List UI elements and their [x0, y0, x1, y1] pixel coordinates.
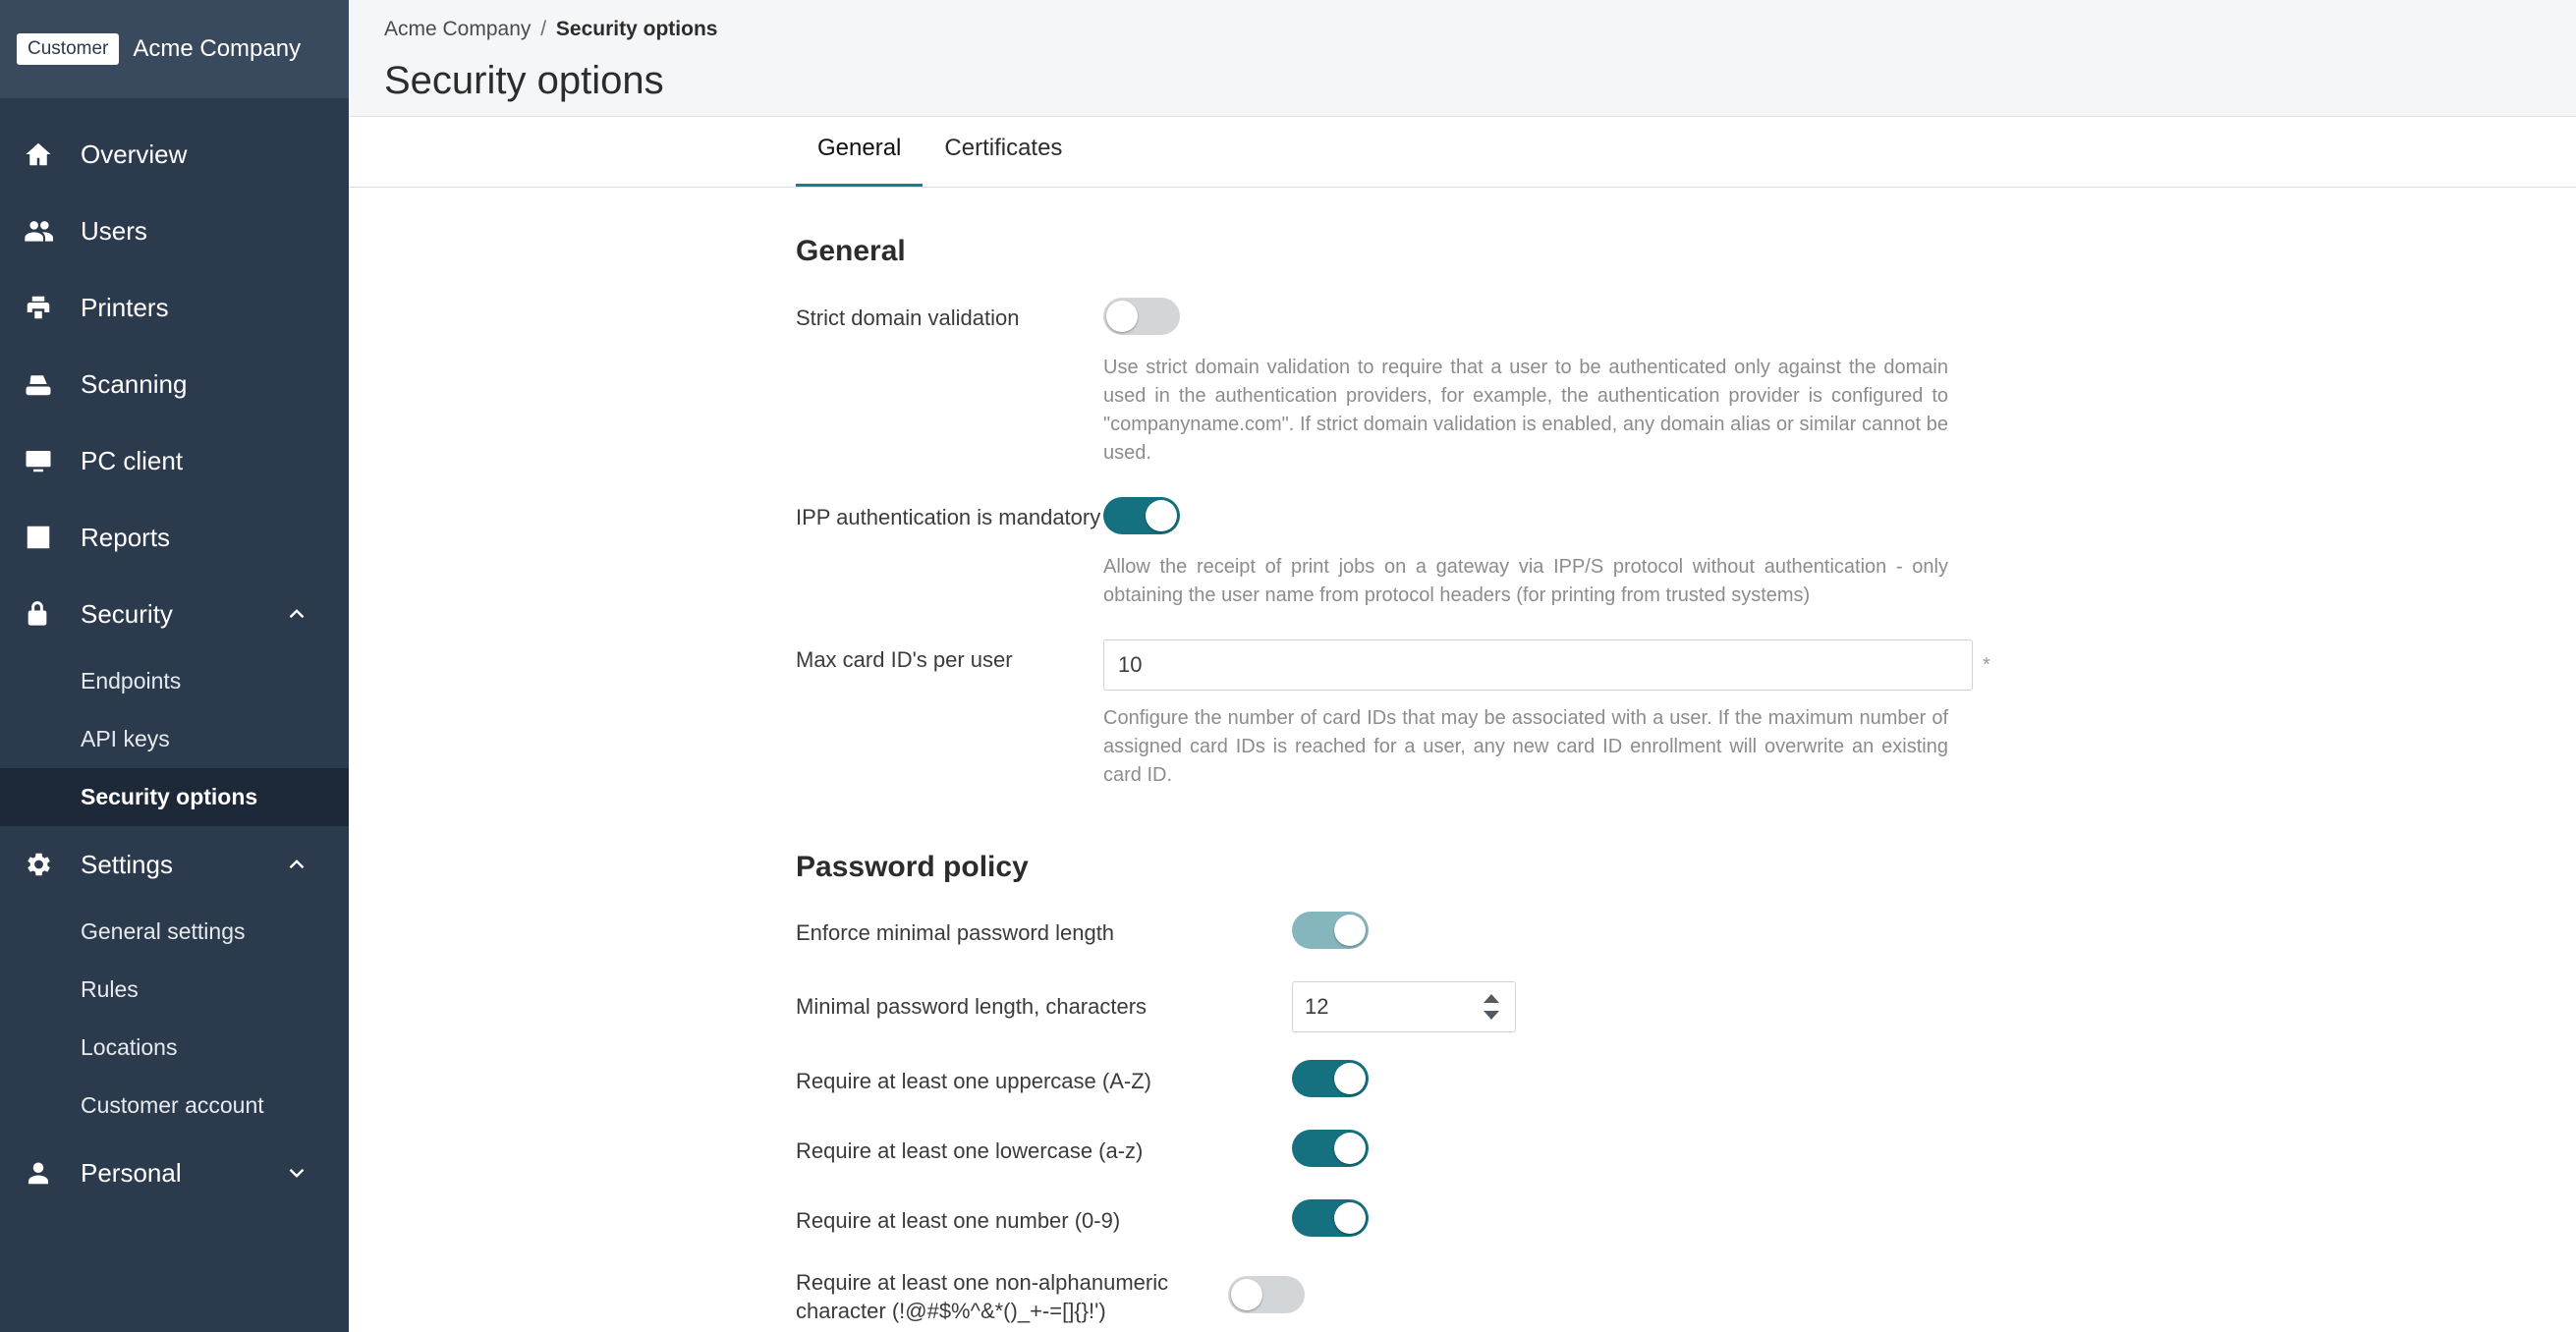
sidebar-subitem-label: Security options [81, 784, 258, 809]
require-uppercase-row [796, 1060, 2576, 1102]
breadcrumb-current: Security options [555, 18, 718, 40]
stepper-down-icon[interactable] [1484, 1011, 1499, 1020]
tab-certificates[interactable] [923, 135, 1084, 187]
require-number-toggle[interactable] [1292, 1199, 1369, 1242]
sidebar-item-label: Scanning [81, 368, 188, 399]
general-section-heading: General [796, 235, 906, 267]
enforce-min-length-row [796, 912, 2576, 954]
breadcrumb [384, 18, 2576, 41]
require-uppercase-label: Require at least one uppercase (A-Z) [796, 1068, 1151, 1093]
sidebar-item-rules[interactable] [0, 961, 349, 1019]
password-policy-heading: Password policy [796, 851, 1029, 883]
require-nonalphanumeric-label: Require at least one non-alphanumeric character (!@#$%^&*()_+-=[]{}!') [796, 1270, 1169, 1323]
strict-domain-toggle[interactable] [1103, 298, 1180, 340]
sidebar-item-security[interactable] [0, 576, 349, 652]
ipp-auth-toggle[interactable] [1103, 497, 1180, 539]
min-length-label: Minimal password length, characters [796, 994, 1148, 1020]
main-area [349, 0, 2576, 1332]
sidebar-item-label: Printers [81, 292, 169, 322]
require-lowercase-row [796, 1130, 2576, 1172]
enforce-min-length-label: Enforce minimal password length [796, 919, 1115, 945]
min-length-row [796, 981, 2576, 1032]
min-length-stepper[interactable] [1292, 981, 1516, 1032]
require-lowercase-label: Require at least one lowercase (a-z) [796, 1138, 1144, 1163]
sidebar-item-label: Users [81, 215, 147, 246]
ipp-auth-row [796, 497, 2576, 539]
stepper-buttons[interactable] [1484, 982, 1505, 1031]
topbar [349, 0, 2576, 116]
max-card-ids-help: Configure the number of card IDs that may be associated with a user. If the maximum number of assigned card IDs is reached for a user, any new card ID enrollment will overwrite an existing card ID. [1103, 707, 1948, 786]
chevron-up-icon [284, 601, 309, 627]
page-title: Security options [384, 59, 664, 102]
tab-bar [349, 117, 2576, 188]
strict-domain-label: Strict domain validation [796, 305, 1020, 330]
require-uppercase-toggle[interactable] [1292, 1060, 1369, 1102]
sidebar-item-label: Reports [81, 522, 171, 552]
sidebar [0, 0, 349, 1332]
strict-domain-row [796, 298, 2576, 340]
require-number-label: Require at least one number (0-9) [796, 1207, 1121, 1233]
sidebar-item-reports[interactable] [0, 499, 349, 576]
sidebar-subitem-label: General settings [81, 918, 246, 944]
sidebar-item-customer-account[interactable] [0, 1077, 349, 1135]
sidebar-item-settings[interactable] [0, 826, 349, 903]
sidebar-item-label: Overview [81, 139, 188, 169]
max-card-ids-field-wrap [1103, 639, 1990, 691]
require-nonalphanumeric-row [796, 1269, 2576, 1325]
max-card-ids-row [796, 639, 2576, 691]
required-marker: * [1983, 653, 1990, 676]
stepper-up-icon[interactable] [1484, 994, 1499, 1003]
sidebar-item-general-settings[interactable] [0, 903, 349, 961]
general-section [349, 235, 2576, 1325]
customer-badge: Customer [17, 33, 119, 65]
sidebar-item-users[interactable] [0, 193, 349, 269]
sidebar-nav [0, 98, 349, 1211]
person-icon [24, 1158, 65, 1188]
require-number-row [796, 1199, 2576, 1242]
printer-icon [24, 293, 65, 322]
max-card-ids-label: Max card ID's per user [796, 647, 1013, 672]
users-icon [24, 215, 65, 247]
scanner-icon [24, 369, 65, 399]
content-card [349, 116, 2576, 1332]
ipp-auth-label: IPP authentication is mandatory [796, 505, 1101, 529]
reports-icon [24, 523, 65, 552]
sidebar-subitem-label: Rules [81, 976, 139, 1002]
sidebar-subitem-label: Locations [81, 1034, 178, 1060]
strict-domain-help: Use strict domain validation to require that a user to be authenticated only against the domain used in the authentication providers, for example, the authentication provider is configured to "companyname.com". If strict domain validation is enabled, any domain alias or similar cannot be used. [1103, 357, 1948, 464]
lock-icon [24, 600, 65, 628]
tab-label: Certificates [944, 135, 1063, 161]
sidebar-item-locations[interactable] [0, 1019, 349, 1077]
max-card-ids-input[interactable] [1103, 639, 1973, 691]
enforce-min-length-toggle[interactable] [1292, 912, 1369, 954]
tab-general[interactable] [796, 135, 923, 187]
sidebar-item-security-options[interactable] [0, 768, 349, 826]
sidebar-item-label: PC client [81, 445, 184, 475]
home-icon [24, 139, 65, 169]
tab-label: General [817, 135, 902, 161]
sidebar-item-endpoints[interactable] [0, 652, 349, 710]
require-lowercase-toggle[interactable] [1292, 1130, 1369, 1172]
sidebar-item-personal[interactable] [0, 1135, 349, 1211]
sidebar-item-printers[interactable] [0, 269, 349, 346]
min-length-input[interactable] [1293, 994, 1460, 1020]
gear-icon [24, 850, 65, 879]
breadcrumb-parent[interactable]: Acme Company [384, 18, 532, 40]
sidebar-item-api-keys[interactable] [0, 710, 349, 768]
ipp-auth-help: Allow the receipt of print jobs on a gateway via IPP/S protocol without authentication - only obtaining the user name from protocol headers (for printing from trusted systems) [1103, 556, 1948, 606]
sidebar-subitem-label: Endpoints [81, 668, 182, 694]
sidebar-subitem-label: Customer account [81, 1092, 264, 1118]
sidebar-subitem-label: API keys [81, 726, 170, 751]
sidebar-item-pc-client[interactable] [0, 422, 349, 499]
chevron-down-icon [284, 1160, 309, 1186]
require-nonalphanumeric-toggle[interactable] [1228, 1276, 1305, 1318]
customer-name: Acme Company [133, 35, 302, 62]
sidebar-item-overview[interactable] [0, 116, 349, 193]
sidebar-item-label: Settings [81, 849, 173, 879]
breadcrumb-separator: / [540, 18, 547, 40]
sidebar-header [0, 0, 349, 98]
sidebar-item-label: Personal [81, 1157, 182, 1188]
monitor-icon [24, 446, 65, 475]
chevron-up-icon [284, 852, 309, 877]
sidebar-item-label: Security [81, 598, 173, 629]
sidebar-item-scanning[interactable] [0, 346, 349, 422]
